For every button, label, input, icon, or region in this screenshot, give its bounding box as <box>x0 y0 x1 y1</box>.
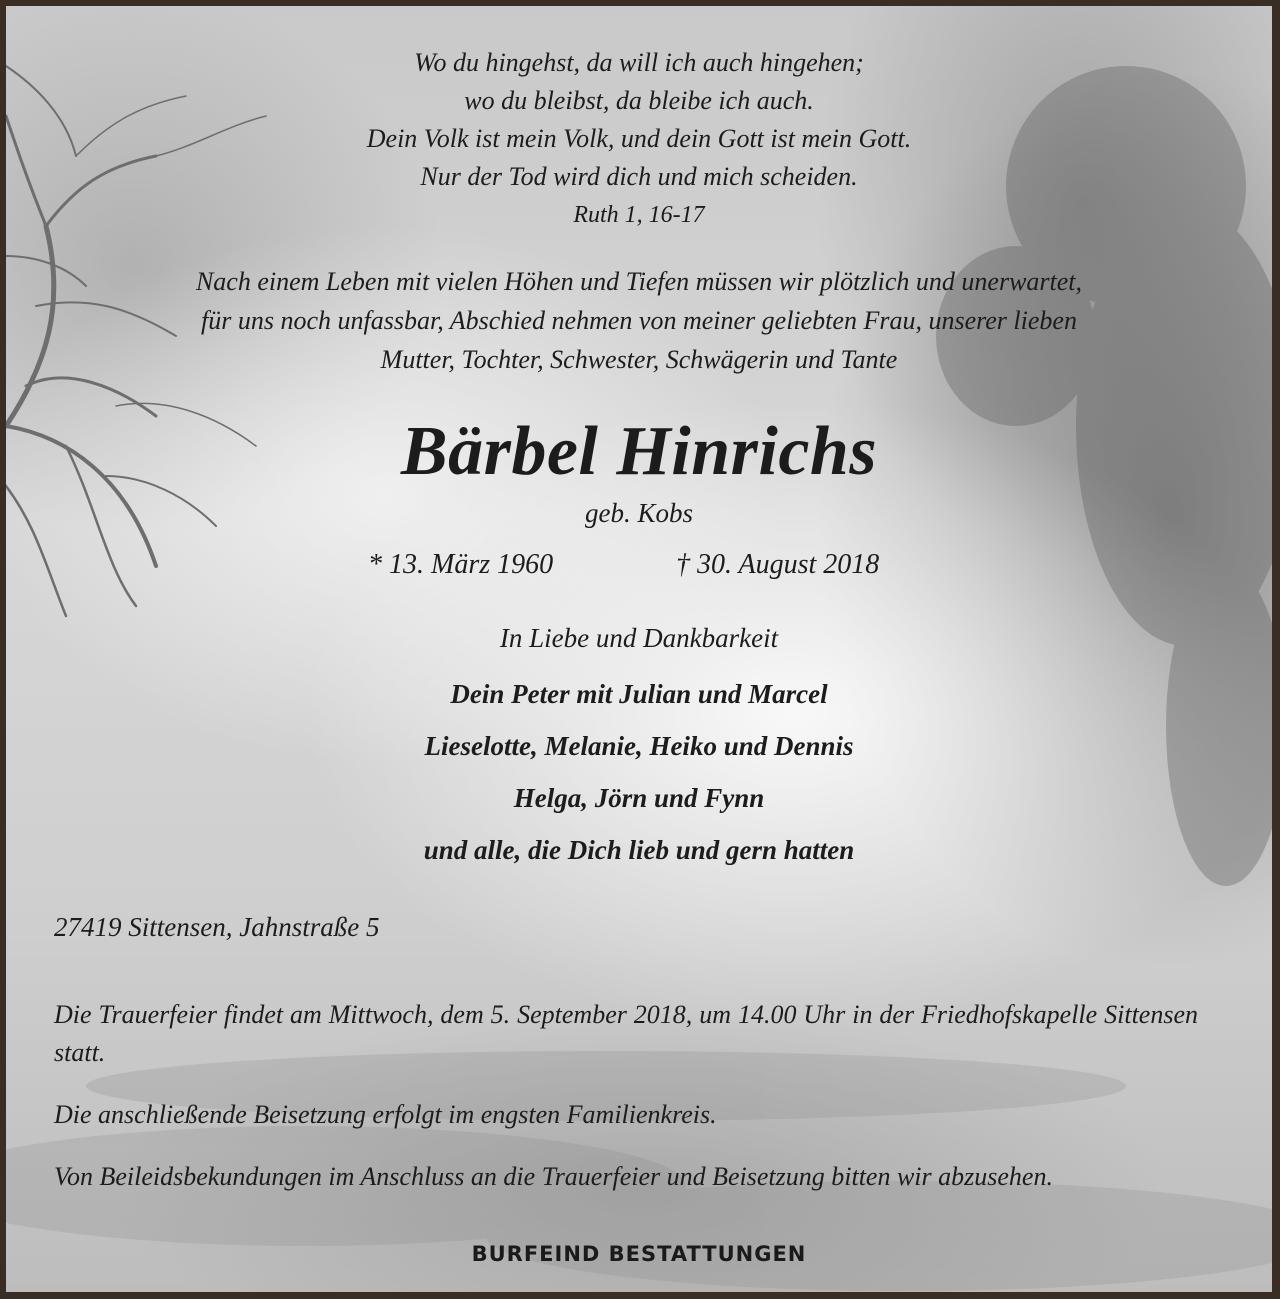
intro-text <box>6 262 1272 379</box>
birth-date: * 13. März 1960 <box>368 549 554 580</box>
intro-line: Mutter, Tochter, Schwester, Schwägerin und Tante <box>380 345 898 374</box>
deceased-name: Bärbel Hinrichs <box>400 413 878 490</box>
maiden-name: geb. Kobs <box>585 498 693 528</box>
mourner-line: Lieselotte, Melanie, Heiko und Dennis <box>424 731 854 761</box>
verse-line: Wo du hingehst, da will ich auch hingehen; <box>414 48 864 77</box>
mourners-list <box>6 668 1272 876</box>
intro-line: Nach einem Leben mit vielen Höhen und Tiefen müssen wir plötzlich und unerwartet, <box>195 267 1083 296</box>
verse-line: Nur der Tod wird dich und mich scheiden. <box>420 162 858 191</box>
intro-line: für uns noch unfassbar, Abschied nehmen von meiner geliebten Frau, unserer lieben <box>201 306 1077 335</box>
mourner-line: und alle, die Dich lieb und gern hatten <box>423 835 855 865</box>
mourner-line: Helga, Jörn und Fynn <box>513 783 765 813</box>
verse-line: Dein Volk ist mein Volk, und dein Gott ist mein Gott. <box>366 124 912 153</box>
obituary-card <box>6 6 1272 1292</box>
bible-verse <box>6 44 1272 196</box>
notice-condolences: Von Beileidsbekundungen im Anschluss an die Trauerfeier und Beisetzung bitten wir abzusehen. <box>54 1162 1053 1191</box>
death-date: † 30. August 2018 <box>676 549 880 580</box>
address: 27419 Sittensen, Jahnstraße 5 <box>54 912 380 942</box>
notice-ceremony: Die Trauerfeier findet am Mittwoch, dem 5. September 2018, um 14.00 Uhr in der Friedhofskapelle Sittensen statt. <box>54 1000 1198 1067</box>
mourner-line: Dein Peter mit Julian und Marcel <box>450 679 828 709</box>
funeral-home-logo: BURFEIND BESTATTUNGEN <box>471 1242 807 1266</box>
notice-burial: Die anschließende Beisetzung erfolgt im engsten Familienkreis. <box>54 1100 717 1129</box>
verse-line: wo du bleibst, da bleibe ich auch. <box>464 86 814 115</box>
mourners-intro: In Liebe und Dankbarkeit <box>499 623 779 653</box>
verse-reference: Ruth 1, 16-17 <box>573 202 705 228</box>
